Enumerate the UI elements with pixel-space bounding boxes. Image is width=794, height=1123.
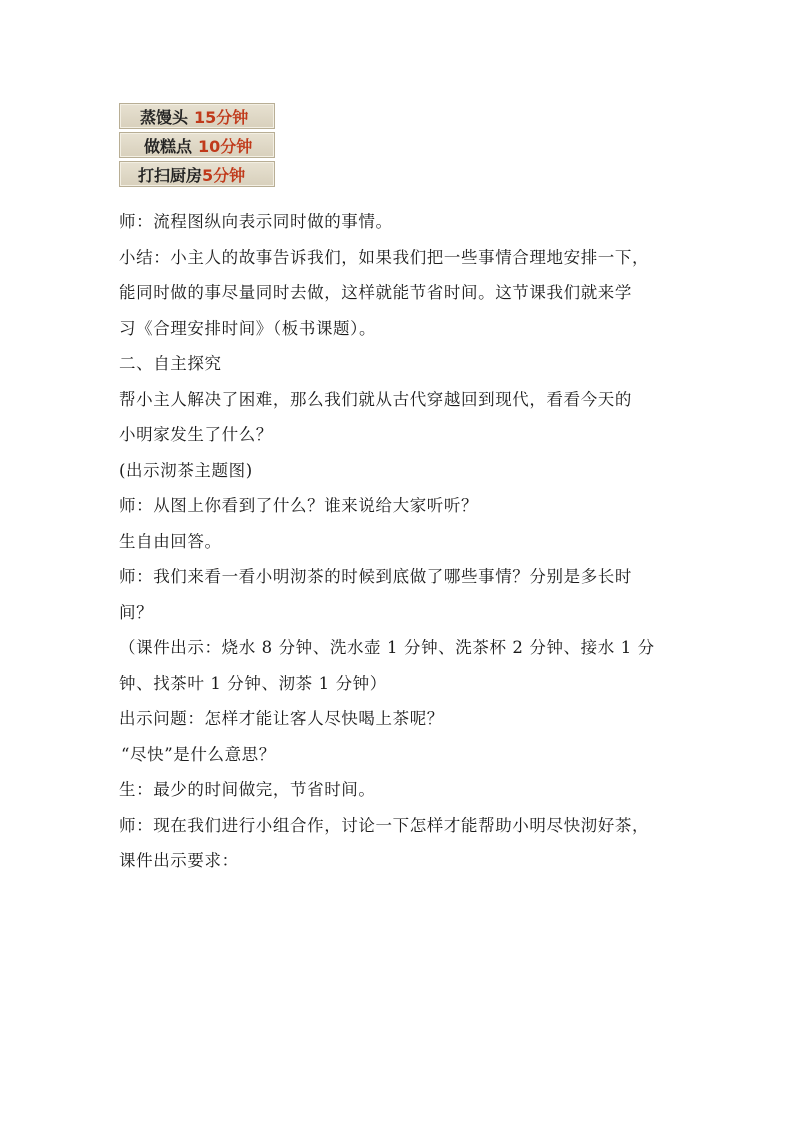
flowchart-task: 做糕点 [144, 136, 193, 156]
flowchart-box-make-pastry [119, 132, 275, 158]
paragraph: (出示沏茶主题图) [119, 460, 253, 480]
paragraph: “尽快”是什么意思？ [121, 744, 276, 764]
flowchart-task: 蒸馒头 [140, 107, 189, 127]
paragraph: 小结：小主人的故事告诉我们，如果我们把一些事情合理地安排一下， [119, 247, 650, 267]
paragraph: 钟、找茶叶 1 分钟、沏茶 1 分钟） [119, 673, 387, 693]
flowchart-time: 15分钟 [194, 107, 249, 127]
paragraph: 能同时做的事尽量同时去做，这样就能节省时间。这节课我们就来学 [119, 283, 632, 302]
paragraph: （课件出示：烧水 8 分钟、洗水壶 1 分钟、洗茶杯 2 分钟、接水 1 分 [119, 638, 655, 657]
paragraph: 师：我们来看一看小明沏茶的时候到底做了哪些事情？分别是多长时 [119, 567, 632, 586]
paragraph: 课件出示要求： [119, 851, 239, 870]
paragraph: 帮小主人解决了困难，那么我们就从古代穿越回到现代，看看今天的 [119, 389, 632, 409]
flowchart-task: 打扫厨房 [138, 165, 203, 185]
paragraph: 小明家发生了什么？ [119, 425, 273, 444]
lesson-text [119, 204, 689, 879]
paragraph: 师：从图上你看到了什么？谁来说给大家听听？ [119, 496, 479, 515]
flowchart-time: 5分钟 [202, 165, 246, 185]
flowchart-image [119, 103, 275, 190]
paragraph: 出示问题：怎样才能让客人尽快喝上茶呢？ [119, 709, 444, 728]
paragraph: 习《合理安排时间》（板书课题）。 [119, 318, 377, 338]
paragraph: 间？ [119, 602, 154, 622]
paragraph: 生自由回答。 [119, 531, 222, 551]
flowchart-time: 10分钟 [198, 136, 253, 156]
paragraph: 生：最少的时间做完，节省时间。 [119, 780, 376, 799]
section-heading: 二、自主探究 [119, 354, 222, 373]
paragraph: 师：现在我们进行小组合作，讨论一下怎样才能帮助小明尽快沏好茶， [119, 815, 650, 835]
flowchart-box-clean-kitchen [119, 161, 275, 187]
paragraph: 师：流程图纵向表示同时做的事情。 [119, 212, 393, 231]
flowchart-box-steam-buns [119, 103, 275, 129]
